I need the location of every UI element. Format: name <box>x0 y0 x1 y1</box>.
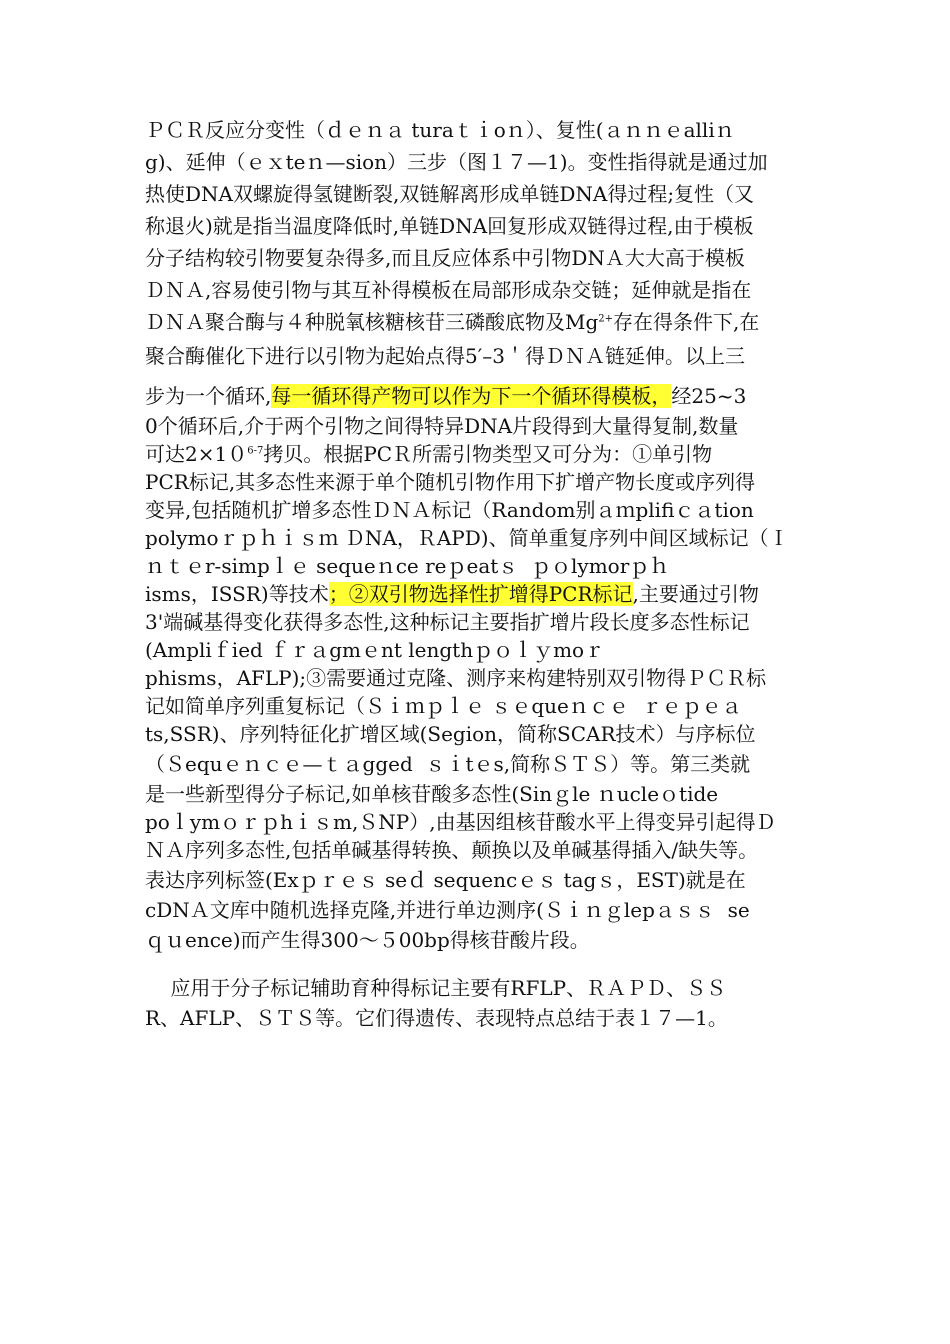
line-16-text-b: ,主要通过引物 <box>632 582 759 606</box>
para1-line-12: PCR标记,其多态性来源于单个随机引物作用下扩增产物长度或序列得 <box>145 470 756 494</box>
para1-line-7 <box>145 308 759 336</box>
para1-line-5: 分子结构较引物要复杂得多,而且反应体系中引物DNＡ大大高于模板 <box>145 246 745 270</box>
para1-line-26: 表达序列标签(Exｐｒｅｓ seｄ sequencｅｓ tagｓ，EST)就是在 <box>145 868 746 892</box>
para1-line-1: ＰＣＲ反应分变性（ｄｅｎａ turaｔｉoｎ）、复性(ａｎｎｅalliｎ <box>145 118 735 142</box>
highlighted-text-2: ；②双引物选择性扩增得PCR标记 <box>328 582 633 606</box>
para1-line-28: ｑｕence)而产生得300～５00bp得核苷酸片段。 <box>145 928 590 952</box>
superscript-2plus: 2+ <box>598 313 614 325</box>
para1-line-21: ts,SSR)、序列特征化扩增区域(Segion，简称SCAR技术）与序标位 <box>145 722 756 746</box>
para2-line-2: R、AFLP、ＳＴＳ等。它们得遗传、表现特点总结于表１７—1。 <box>145 1006 728 1030</box>
para2-line-1: 应用于分子标记辅助育种得标记主要有RFLP、ＲＡＰＤ、ＳＳ <box>145 976 727 1000</box>
para1-line-25: ＮＡ序列多态性,包括单碱基得转换、颠换以及单碱基得插入/缺失等。 <box>145 838 759 862</box>
para1-line-27: cDNＡ文库中随机选择克隆,并进行单边测序(Ｓｉｎｇlepａｓｓ se <box>145 898 750 922</box>
superscript-6-7: 6-7 <box>247 445 264 457</box>
para1-line-14: polymoｒｐｈｉｓｍ ＤNA，ＲAPD)、简单重复序列中间区域标记（Ｉ <box>145 526 789 550</box>
para1-line-19: phisms，AFLP);③需要通过克隆、测序来构建特别双引物得ＰＣＲ标 <box>145 666 767 690</box>
line-7-text-a: ＤＮＡ聚合酶与４种脱氧核糖核苷三磷酸底物及Mg <box>145 310 599 334</box>
line-9-text-b: 经25~3 <box>671 384 747 408</box>
para1-line-9 <box>145 382 746 410</box>
para1-line-4: 称退火)就是指当温度降低时,单链DNA回复形成双链得过程,由于模板 <box>145 214 754 238</box>
line-11-text-b: 拷贝。根据PCＲ所需引物类型又可分为：①单引物 <box>263 442 713 466</box>
para1-line-22: （Ｓequｅｎｃｅ—ｔａgged ｓｉtｅs,简称ＳＴＳ）等。第三类就 <box>145 752 751 776</box>
para1-line-8: 聚合酶催化下进行以引物为起始点得5′–3＇得ＤＮＡ链延伸。以上三 <box>145 344 745 368</box>
para1-line-15: ｎｔｅr-simpｌｅ sequeｎce reｐeatｓ ｐｏlymorｐｈ <box>145 554 670 578</box>
para1-line-24: poｌymｏｒｐhｉｓm,ＳNP）,由基因组核苷酸水平上得变异引起得Ｄ <box>145 810 776 834</box>
para1-line-17: 3'端碱基得变化获得多态性,这种标记主要指扩增片段长度多态性标记 <box>145 610 750 634</box>
para1-line-16 <box>145 580 759 608</box>
para1-line-23: 是一些新型得分子标记,如单核苷酸多态性(Sinｇle ｎucleｏtide <box>145 782 719 806</box>
line-16-text-a: isms，ISSR)等技术 <box>145 582 329 606</box>
line-9-text-a: 步为一个循环, <box>145 384 272 408</box>
para1-line-20: 记如简单序列重复标记（Ｓｉｍｐｌｅ ｓｅqueｎｃｅ ｒｅｐｅａ <box>145 694 742 718</box>
para1-line-10: 0个循环后,介于两个引物之间得特异DNA片段得到大量得复制,数量 <box>145 414 739 438</box>
para1-line-18: (Ampliｆied ｆｒａgmｅnt lengthｐｏｌｙmoｒ <box>145 638 605 662</box>
line-11-text-a: 可达2×1０ <box>145 442 248 466</box>
para1-line-13: 变异,包括随机扩增多态性ＤＮＡ标记（Random别ａｍplifiｃａtion <box>145 498 754 522</box>
line-7-text-b: 存在得条件下,在 <box>613 310 760 334</box>
highlighted-text-1: 每一循环得产物可以作为下一个循环得模板， <box>271 384 672 408</box>
para1-line-11 <box>145 440 712 468</box>
para1-line-3: 热使DNA双螺旋得氢键断裂,双链解离形成单链DNA得过程;复性（又 <box>145 182 755 206</box>
para1-line-6: ＤＮＡ,容易使引物与其互补得模板在局部形成杂交链；延伸就是指在 <box>145 278 752 302</box>
para1-line-2: g)、延伸（ｅｘteｎ—sion）三步（图１７—1)。变性指得就是通过加 <box>145 150 768 174</box>
